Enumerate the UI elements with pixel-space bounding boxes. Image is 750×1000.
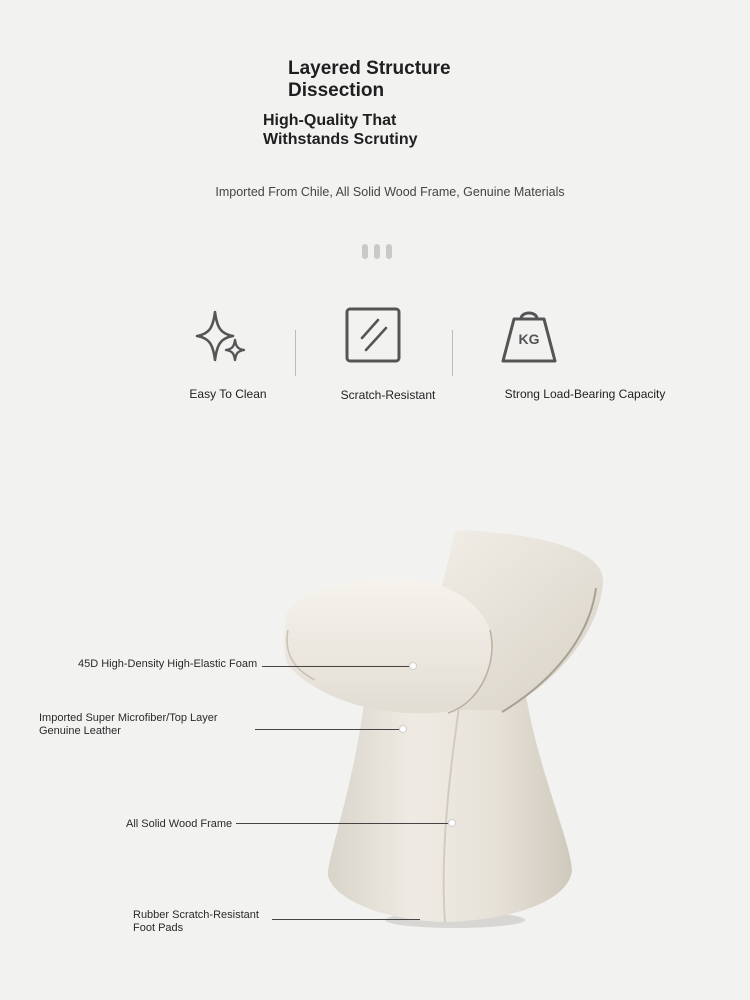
section-title — [288, 58, 548, 102]
materials-description: Imported From Chile, All Solid Wood Frame, Genuine Materials — [215, 185, 565, 199]
bar-divider — [386, 244, 392, 259]
callout-label-frame: All Solid Wood Frame — [126, 818, 233, 830]
callout-line — [272, 919, 420, 920]
feature-divider — [452, 330, 453, 376]
callout-label-leather: Imported Super Microfiber/Top Layer Genuine Leather — [39, 712, 218, 737]
decorative-bars — [362, 244, 392, 260]
kg-icon-text: KG — [518, 331, 540, 347]
bar-divider — [374, 244, 380, 259]
callout-dot — [399, 725, 407, 733]
section-title-line2: Dissection — [288, 80, 385, 101]
callout-line — [262, 666, 412, 667]
callout-line — [255, 729, 402, 730]
feature-label-load-bearing: Strong Load-Bearing Capacity — [504, 387, 666, 401]
scratch-resistant-icon — [344, 306, 402, 364]
stool-product-image — [270, 520, 615, 930]
callout-dot — [448, 819, 456, 827]
sparkle-icon — [195, 310, 247, 364]
callout-label-foot-pads: Rubber Scratch-Resistant Foot Pads — [133, 909, 259, 934]
feature-divider — [295, 330, 296, 376]
section-subtitle-line2: Withstands Scrutiny — [263, 131, 418, 148]
feature-label-scratch-resistant: Scratch-Resistant — [340, 388, 436, 402]
section-subtitle — [263, 111, 523, 149]
section-subtitle-line1: High-Quality That — [263, 112, 397, 129]
bar-divider — [362, 244, 368, 259]
kg-weight-icon — [500, 305, 558, 365]
feature-label-easy-to-clean: Easy To Clean — [189, 387, 267, 401]
callout-dot — [409, 662, 417, 670]
section-title-line1: Layered Structure — [288, 58, 451, 79]
callout-line — [236, 823, 450, 824]
callout-label-foam: 45D High-Density High-Elastic Foam — [78, 658, 258, 670]
